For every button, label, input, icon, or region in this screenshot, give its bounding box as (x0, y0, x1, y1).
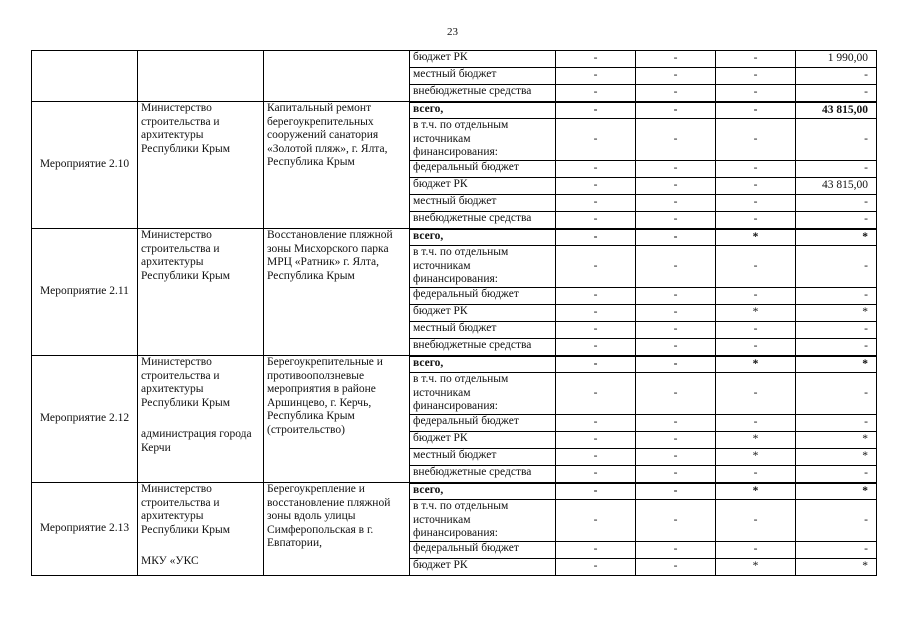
value-cell: - (716, 212, 796, 229)
value-cell: - (556, 212, 636, 229)
value-cell: - (796, 373, 877, 415)
source-cell: в т.ч. по отдельным источникам финансирования: (410, 373, 556, 415)
executor-name: Министерство строительства и архитектуры Республики Крым (141, 483, 230, 536)
source-cell: федеральный бюджет (410, 288, 556, 305)
value-cell: - (716, 542, 796, 559)
executor-cell (138, 102, 264, 229)
table-row (32, 51, 877, 68)
value-cell: * (716, 356, 796, 373)
source-cell: местный бюджет (410, 322, 556, 339)
value-cell: - (636, 288, 716, 305)
value-cell: - (716, 195, 796, 212)
value-cell: - (796, 212, 877, 229)
value-cell: - (556, 415, 636, 432)
value-cell: - (796, 339, 877, 356)
spacer (141, 537, 260, 555)
value-cell: 43 815,00 (796, 102, 877, 119)
value-cell: - (556, 68, 636, 85)
value-cell: * (796, 305, 877, 322)
value-cell: - (716, 119, 796, 161)
value-cell: - (556, 85, 636, 102)
value-cell: * (716, 229, 796, 246)
value-cell: * (716, 432, 796, 449)
page-number: 23 (447, 26, 458, 38)
source-cell: всего, (410, 483, 556, 500)
source-cell: в т.ч. по отдельным источникам финансирования: (410, 500, 556, 542)
value-cell: * (796, 229, 877, 246)
value-cell: - (636, 483, 716, 500)
measure-cell (32, 51, 138, 102)
source-cell: внебюджетные средства (410, 466, 556, 483)
source-cell: всего, (410, 356, 556, 373)
value-cell: * (796, 432, 877, 449)
value-cell: - (636, 466, 716, 483)
executor-name: Министерство строительства и архитектуры Республики Крым (141, 229, 230, 282)
value-cell: - (636, 356, 716, 373)
measure-name: Мероприятие 2.11 (32, 229, 138, 356)
value-cell: - (716, 288, 796, 305)
source-cell: местный бюджет (410, 449, 556, 466)
description-cell: Восстановление пляжной зоны Мисхорского парка МРЦ «Ратник» г. Ялта, Республика Крым (264, 229, 410, 356)
value-cell: - (556, 178, 636, 195)
description-cell: Капитальный ремонт берегоукрепительных сооружений санатория «Золотой пляж», г. Ялта, Республика Крым (264, 102, 410, 229)
source-cell: внебюджетные средства (410, 212, 556, 229)
value-cell: - (796, 195, 877, 212)
value-cell: * (796, 559, 877, 576)
value-cell: - (556, 356, 636, 373)
value-cell: - (716, 322, 796, 339)
value-cell: - (716, 373, 796, 415)
value-cell: - (796, 542, 877, 559)
value-cell: * (716, 449, 796, 466)
source-cell: местный бюджет (410, 68, 556, 85)
value-cell: - (636, 68, 716, 85)
value-cell: - (716, 500, 796, 542)
value-cell: - (636, 322, 716, 339)
value-cell: - (716, 246, 796, 288)
value-cell: - (556, 51, 636, 68)
value-cell: * (796, 483, 877, 500)
value-cell: - (556, 246, 636, 288)
executor-cell (138, 356, 264, 483)
value-cell: - (556, 305, 636, 322)
value-cell: * (796, 356, 877, 373)
value-cell: - (636, 85, 716, 102)
value-cell: - (556, 119, 636, 161)
value-cell: - (636, 432, 716, 449)
value-cell: - (796, 119, 877, 161)
financing-table (31, 50, 877, 576)
measure-name: Мероприятие 2.10 (32, 102, 138, 229)
value-cell: - (556, 195, 636, 212)
value-cell: * (716, 305, 796, 322)
table-row (32, 102, 877, 119)
value-cell: - (556, 373, 636, 415)
source-cell: местный бюджет (410, 195, 556, 212)
executor-cell (138, 51, 264, 102)
measure-name: Мероприятие 2.12 (32, 356, 138, 483)
value-cell: - (556, 432, 636, 449)
value-cell: - (716, 466, 796, 483)
source-cell: всего, (410, 229, 556, 246)
value-cell: - (556, 102, 636, 119)
executor-cell (138, 229, 264, 356)
source-cell: федеральный бюджет (410, 415, 556, 432)
value-cell: - (556, 339, 636, 356)
value-cell: - (556, 288, 636, 305)
value-cell: - (556, 322, 636, 339)
source-cell: бюджет РК (410, 559, 556, 576)
value-cell: - (556, 483, 636, 500)
source-cell: бюджет РК (410, 51, 556, 68)
value-cell: * (716, 483, 796, 500)
value-cell: 43 815,00 (796, 178, 877, 195)
value-cell: - (636, 305, 716, 322)
value-cell: - (636, 373, 716, 415)
value-cell: - (636, 178, 716, 195)
value-cell: - (556, 466, 636, 483)
value-cell: - (636, 119, 716, 161)
value-cell: * (716, 559, 796, 576)
value-cell: - (716, 415, 796, 432)
table-row (32, 229, 877, 246)
value-cell: * (796, 449, 877, 466)
executor-cell (138, 483, 264, 576)
source-cell: внебюджетные средства (410, 85, 556, 102)
value-cell: - (556, 449, 636, 466)
value-cell: - (796, 85, 877, 102)
value-cell: - (636, 212, 716, 229)
source-cell: в т.ч. по отдельным источникам финансирования: (410, 246, 556, 288)
value-cell: - (796, 246, 877, 288)
value-cell: - (636, 229, 716, 246)
source-cell: бюджет РК (410, 432, 556, 449)
value-cell: - (636, 542, 716, 559)
value-cell: - (556, 559, 636, 576)
value-cell: - (636, 195, 716, 212)
executor-name: администрация города Керчи (141, 428, 252, 454)
value-cell: - (796, 322, 877, 339)
value-cell: - (556, 542, 636, 559)
value-cell: - (716, 102, 796, 119)
source-cell: федеральный бюджет (410, 542, 556, 559)
value-cell: - (636, 161, 716, 178)
value-cell: - (636, 51, 716, 68)
value-cell: - (636, 449, 716, 466)
executor-name: Министерство строительства и архитектуры Республики Крым (141, 102, 230, 155)
value-cell: - (636, 559, 716, 576)
executor-name: Министерство строительства и архитектуры Республики Крым (141, 356, 230, 409)
executor-name: МКУ «УКС (141, 555, 199, 567)
value-cell: - (716, 178, 796, 195)
value-cell: - (716, 51, 796, 68)
value-cell: - (796, 288, 877, 305)
value-cell: - (636, 500, 716, 542)
source-cell: в т.ч. по отдельным источникам финансирования: (410, 119, 556, 161)
value-cell: - (716, 161, 796, 178)
measure-name: Мероприятие 2.13 (32, 483, 138, 576)
value-cell: - (556, 500, 636, 542)
source-cell: бюджет РК (410, 178, 556, 195)
spacer (141, 410, 260, 428)
value-cell: - (716, 85, 796, 102)
description-cell: Берегоукрепление и восстановление пляжной зоны вдоль улицы Симферопольская в г. Евпатории, (264, 483, 410, 576)
value-cell: - (556, 229, 636, 246)
table-row (32, 356, 877, 373)
value-cell: - (636, 102, 716, 119)
value-cell: - (636, 415, 716, 432)
value-cell: - (716, 68, 796, 85)
source-cell: всего, (410, 102, 556, 119)
source-cell: внебюджетные средства (410, 339, 556, 356)
value-cell: - (636, 339, 716, 356)
value-cell: - (556, 161, 636, 178)
value-cell: - (716, 339, 796, 356)
value-cell: 1 990,00 (796, 51, 877, 68)
value-cell: - (796, 161, 877, 178)
description-cell: Берегоукрепительные и противооползневые мероприятия в районе Аршинцево, г. Керчь, Республика Крым (строительство) (264, 356, 410, 483)
table-row (32, 483, 877, 500)
value-cell: - (796, 68, 877, 85)
value-cell: - (796, 466, 877, 483)
value-cell: - (796, 500, 877, 542)
source-cell: федеральный бюджет (410, 161, 556, 178)
value-cell: - (796, 415, 877, 432)
description-cell (264, 51, 410, 102)
source-cell: бюджет РК (410, 305, 556, 322)
value-cell: - (636, 246, 716, 288)
